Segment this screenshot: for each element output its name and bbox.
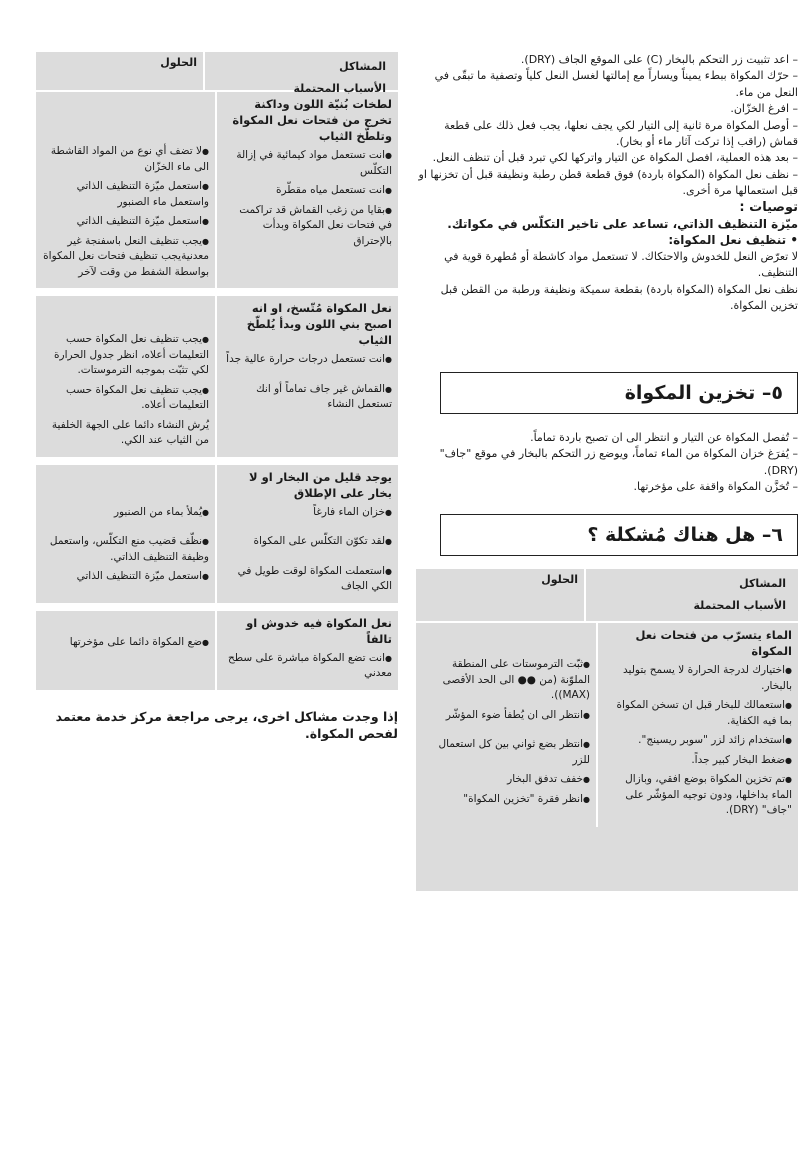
cause-item: ● القماش غير جاف تماماً أو انك تستعمل النشاء bbox=[223, 382, 392, 413]
solution-item: ● يجب تنظيف النعل باسفنجة غير معدنيةيجب تنظيف فتحات نعل المكواة بواسطة الشفط من وقت لآخر bbox=[42, 234, 209, 281]
footer-note: إذا وجدت مشاكل اخرى، يرجى مراجعة مركز خدمة معتمد لفحص المكواة. bbox=[55, 708, 398, 741]
causes-cell bbox=[217, 296, 398, 457]
solutions-cell bbox=[416, 623, 598, 827]
storage-line: – تُفصل المكواة عن التيار و انتظر الى ان تصبح باردة تماماً. bbox=[530, 431, 798, 444]
left-column bbox=[36, 52, 398, 742]
solutions-cell bbox=[36, 611, 217, 690]
recommendations-title: توصيات : bbox=[739, 199, 798, 215]
header-problems: المشاكل bbox=[339, 60, 386, 73]
cause-item: ● انت تضع المكواة مباشرة على سطح معدني bbox=[223, 651, 392, 682]
storage-instructions bbox=[416, 430, 798, 496]
cause-item: ● انت تستعمل مياه مقطّرة bbox=[223, 183, 392, 199]
table-header bbox=[416, 569, 798, 623]
table-row bbox=[36, 296, 398, 465]
solution-item: ● انتظر الى ان يُطفأ ضوء المؤشّر bbox=[422, 708, 590, 724]
solution-item: ● يُملأ بماء من الصنبور bbox=[42, 505, 209, 521]
soleplate-line: لا تعرّض النعل للخدوش والاحتكاك. لا تستعمل مواد كاشطة أو مُطهرة قوية في التنظيف. bbox=[444, 249, 798, 280]
solution-item: ● نظّف قضيب منع التكلّس، واستعمل وظيفة التنظيف الذاتي. bbox=[42, 534, 209, 565]
table-row bbox=[36, 92, 398, 296]
soleplate-line: نظف نعل المكواة (المكواة باردة) بقطعة سميكة ونظيفة ورطبة من القطن قبل تخزين المكواة. bbox=[440, 282, 798, 313]
soleplate-title: • تنظيف نعل المكواة: bbox=[668, 233, 798, 248]
causes-cell bbox=[217, 611, 398, 690]
solution-item: ● استعمل ميّزة التنظيف الذاتي bbox=[42, 569, 209, 585]
table-row bbox=[416, 623, 798, 827]
cause-item: ● استخدام زائد لزر "سوبر ريسينج". bbox=[604, 733, 792, 749]
problem-title: نعل المكواة فيه خدوش او تالفاً bbox=[246, 615, 392, 646]
care-line: – بعد هذه العملية، افصل المكواة عن التيار واتركها لكي تبرد قبل أن تنظف النعل. bbox=[432, 151, 798, 165]
solution-item: ● ضع المكواة دائما على مؤخرتها bbox=[42, 635, 209, 651]
solution-item: ● انتظر بضع ثواني بين كل استعمال للزر bbox=[422, 737, 590, 768]
solution-item: ● لا تضف أي نوع من المواد القاشطة الى ماء الخزّان bbox=[42, 144, 209, 175]
solutions-cell bbox=[36, 465, 217, 603]
table-header bbox=[36, 52, 398, 95]
header-problems-causes bbox=[586, 569, 798, 621]
solution-item: ● استعمل ميّزة التنظيف الذاتي bbox=[42, 214, 209, 230]
care-line: – اعد تثبيت زر التحكم بالبخار (C) على الموقع الجاف (DRY). bbox=[520, 53, 798, 66]
right-column bbox=[416, 52, 798, 816]
cause-item: ● انت تستعمل مواد كيمائية في إزالة التكلّس bbox=[223, 148, 392, 179]
problem-title: الماء يتسرّب من فتحات نعل المكواة bbox=[635, 628, 792, 658]
causes-cell bbox=[217, 92, 398, 288]
cause-item: ● انت تستعمل درجات حرارة عالية جداً bbox=[223, 352, 392, 368]
storage-heading: ٥– تخزين المكواة bbox=[440, 372, 798, 414]
cause-item: ● اختيارك لدرجة الحرارة لا يسمح بتوليد بالبخار. bbox=[604, 663, 792, 694]
cause-item: ● لقد تكوّن التكلّس على المكواة bbox=[223, 534, 392, 550]
cause-item: ● تم تخزين المكواة بوضع افقي، وبازال الماء بداخلها، ودون توجيه المؤشّر على "جاف" (DRY). bbox=[604, 772, 792, 819]
solutions-cell bbox=[36, 92, 217, 288]
solution-item: ● يجب تنظيف نعل المكواة حسب التعليمات أعلاه. bbox=[42, 383, 209, 414]
care-line: – أوصل المكواة مرة ثانية إلى التيار لكي يجف نعلها، يجب فعل ذلك على قطعة قماش (راقب إذا تركت آثار ماء أو بخار). bbox=[444, 118, 798, 149]
cause-item: ● استعمالك للبخار قبل ان تسخن المكواة بما فيه الكفاية. bbox=[604, 698, 792, 729]
solution-item: ● انظر فقرة "تخزين المكواة" bbox=[422, 792, 590, 808]
table-row bbox=[36, 611, 398, 690]
cause-item: ● بقايا من زغب القماش قد تراكمت في فتحات نعل المكواة وبدأت بالإحتراق bbox=[223, 203, 392, 250]
care-line: – نظف نعل المكواة (المكواة باردة) فوق قطعة قطن رطبة ونظيفة قبل أن تخزنها او قبل استعمالها مرة أخرى. bbox=[418, 167, 798, 198]
solutions-cell bbox=[36, 296, 217, 457]
causes-cell bbox=[598, 623, 798, 827]
header-solutions: الحلول bbox=[416, 569, 586, 621]
recommendations-text: ميّزة التنظيف الذاتي، تساعد على تاخير التكلّس في مكواتك. bbox=[447, 217, 798, 232]
problem-title: يوجد قليل من البخار او لا بخار على الإطلاق bbox=[249, 469, 392, 500]
table-row bbox=[36, 465, 398, 611]
problems-table-leak bbox=[416, 569, 798, 891]
cause-item: ● ضغط البخار كبير جداً. bbox=[604, 753, 792, 769]
problem-title: لطخات بُنيّة اللون وداكنة تخرج من فتحات نعل المكواة وتلطّخ الثياب bbox=[232, 97, 392, 143]
causes-cell bbox=[217, 465, 398, 603]
problems-table-main bbox=[36, 52, 398, 690]
cause-item: ● خزان الماء فارغاً bbox=[223, 505, 392, 521]
storage-line: – تُخزَّن المكواة واقفة على مؤخرتها. bbox=[633, 480, 798, 494]
solution-item: ● استعمل ميّزة التنظيف الذاتي واستعمل ماء الصنبور bbox=[42, 179, 209, 210]
solution-item: يُرش النشاء دائما على الجهة الخلفية من الثياب عند الكي. bbox=[51, 418, 209, 446]
cause-item: ● استعملت المكواة لوقت طويل في الكي الجاف bbox=[223, 564, 392, 595]
care-line: – حرّك المكواة ببطء يميناً ويساراً مع إمالتها لغسل النعل كلياً وتصفية ما تبقّى في النعل من ماء. bbox=[434, 69, 798, 99]
solution-item: ● يجب تنظيف نعل المكواة حسب التعليمات أعلاه، انظر جدول الحرارة لكي تثبّت بموجبه الترموستات. bbox=[42, 332, 209, 379]
care-line: – افرغ الخزّان. bbox=[730, 102, 798, 116]
header-problems: المشاكل bbox=[739, 577, 786, 590]
care-instructions bbox=[416, 52, 798, 315]
problem-heading: ٦– هل هناك مُشكلة ؟ bbox=[440, 514, 798, 556]
header-causes: الأسباب المحتملة bbox=[693, 599, 786, 612]
storage-line: – يُفرَغ خزان المكواة من الماء تماماً، ويوضع زر التحكم بالبخار في موقع "جاف" (DRY). bbox=[439, 447, 798, 477]
problem-title: نعل المكواة مُتّسخ، او انه اصبح بني اللون وبدأ يُلطّخ الثياب bbox=[246, 301, 392, 347]
solution-item: ● ثبّت الترموستات على المنطقة الملوّنة (من ●● الى الحد الأقصى (MAX)). bbox=[422, 657, 590, 704]
header-solutions: الحلول bbox=[36, 52, 205, 90]
header-causes: الأسباب المحتملة bbox=[293, 82, 386, 95]
solution-item: ● خفف تدفق البخار bbox=[422, 772, 590, 788]
header-problems-causes bbox=[205, 52, 398, 95]
